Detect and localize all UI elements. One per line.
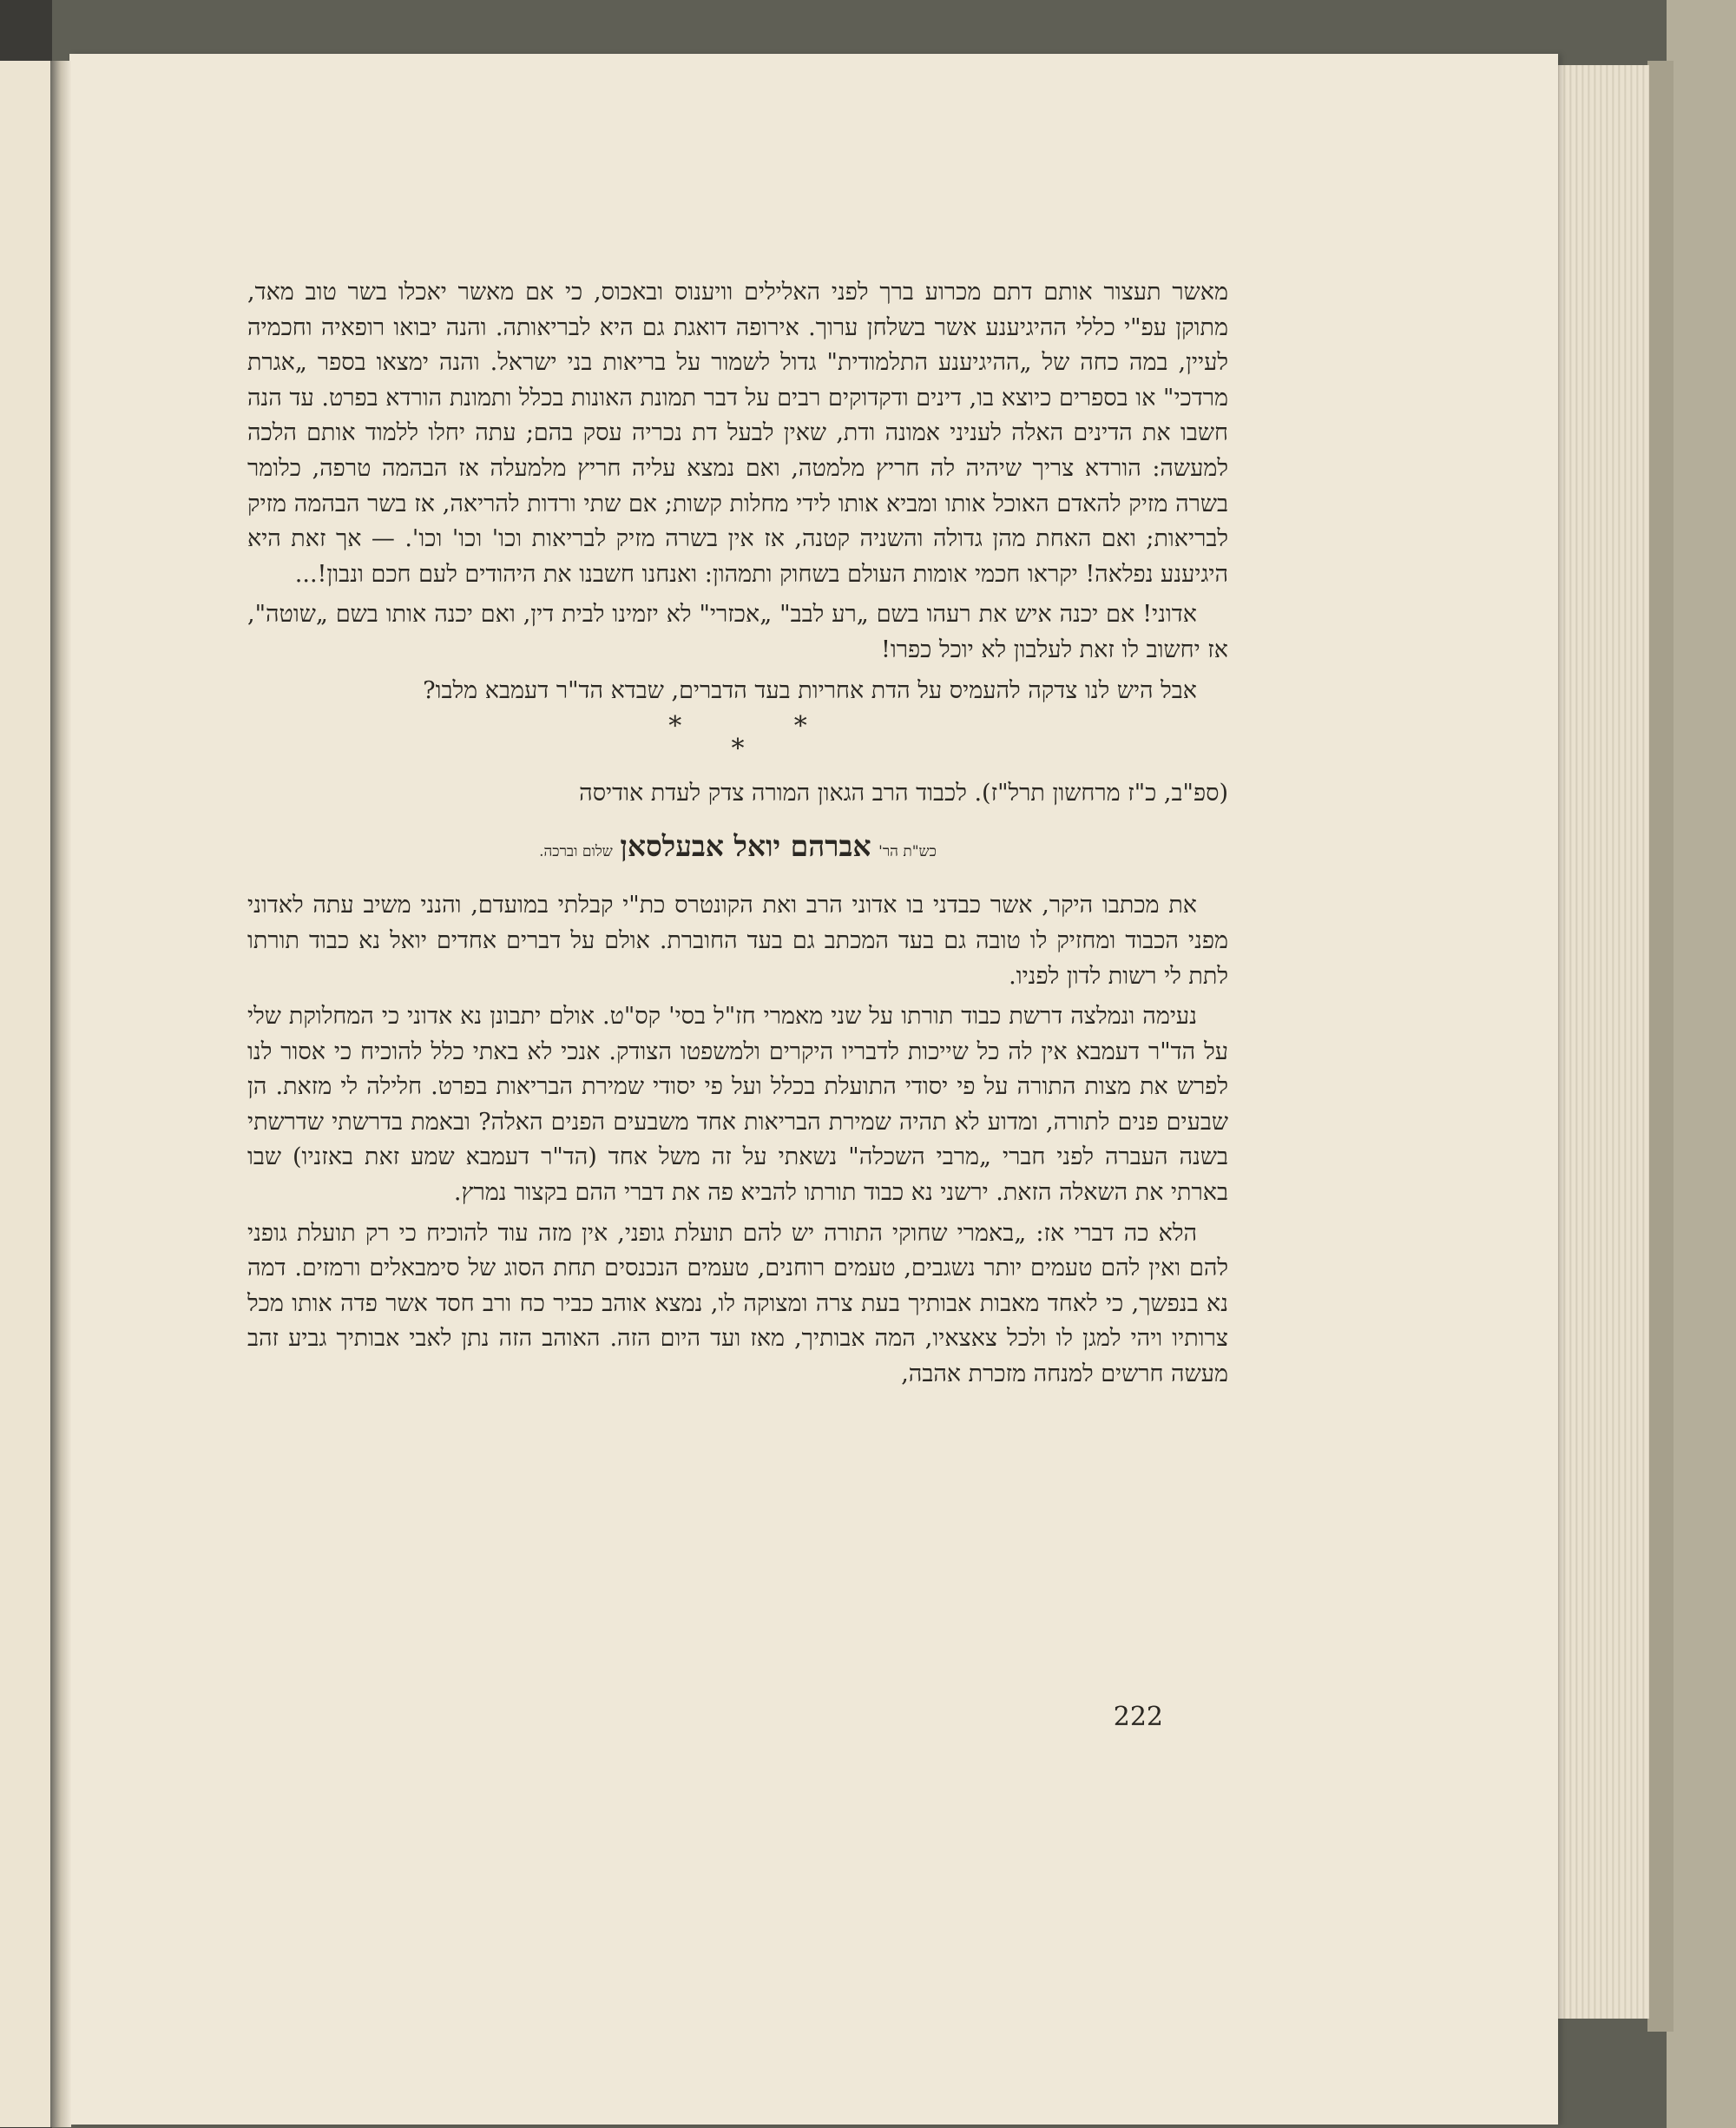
page-text (247, 275, 1228, 1393)
paragraph: הלא כה דברי אז: „באמרי שחוקי התורה יש להם תועלת גופני, אין מזה עוד להוכיח כי רק תועלת גופני להם ואין להם טעמים יותר נשגבים, טעמים רוחנים, טעמים הנכנסים תחת הסוג של סימבאלים ורמזים. דמה נא בנפשך, כי לאחד מאבות אבותיך בעת צרה ומצוקה לו, נמצא אוהב כביר כח ורב חסד אשר פדה אותו מכל צרותיו ויהי למגן לו ולכל צאצאיו, המה אבותיך, מאז ועד היום הזה. האוהב הזה נתן לאבי אבותיך גביע זהב מעשה חרשים למנחה מזכרת אהבה, (247, 1219, 1228, 1388)
paragraph: אבל היש לנו צדקה להעמיס על הדת אחריות בעד הדברים, שבדא הד"ר דעמבא מלבו? (423, 676, 1197, 704)
book-page (69, 54, 1558, 2125)
page-edges (1554, 65, 1649, 2019)
paragraph: מאשר תעצור אותם דתם מכרוע ברך לפני האלילים וויענוס ובאכוס, כי אם מאשר יאכלו בשר טוב מאד, מתוקן עפ"י כללי ההיגיענע אשר בשלחן ערוך. אירופה דואגת גם היא לבריאותה. והנה יבואו רופאיה וחכמיה לעיין, במה כחה של „ההיגיענע התלמודית" גדול לשמור על בריאות בני ישראל. והנה ימצאו בספר „אגרת מרדכי" או בספרים כיוצא בו, דינים ודקדוקים רבים על דבר תמונת האונות בכלל ותמונת הורדא בפרט. עד הנה חשבו את הדינים האלה לעניני אמונה ודת, שאין לבעל דת נכריה עסק בהם; עתה יחלו ללמוד אותם הלכה למעשה: הורדא צריך שיהיה לה חריץ מלמטה, ואם נמצא עליה חריץ מלמעלה אז הבהמה טרפה, כלומר בשרה מזיק להאדם האוכל אותו ומביא אותו לידי מחלות קשות; אם שתי ורדות להריאה, אז בשר הבהמה מזיק לבריאות; ואם האחת מהן גדולה והשניה קטנה, אז אין בשרה מזיק לבריאות וכו' וכו' וכו'. — אך זאת היא היגיענע נפלאה! יקראו חכמי אומות העולם בשחוק ותמהון: ואנחנו חשבנו את היהודים לעם חכם ונבון!... (247, 279, 1228, 588)
paragraph: אדוני! אם יכנה איש את רעהו בשם „רע לבב" „אכזרי" לא יזמינו לבית דין, ואם יכנה אותו בשם „שוטה", אז יחשוב לו זאת לעלבון לא יוכל כפרו! (247, 601, 1228, 663)
book-cover-right (1667, 0, 1736, 2128)
letter-addressee (247, 829, 1228, 870)
paragraph: נעימה ונמלצה דרשת כבוד תורתו על שני מאמרי חז"ל בסי' קס"ט. אולם יתבונן נא אדוני כי המחלוקת שלי על הד"ר דעמבא אין לה כל שייכות לדבריו היקרים ולמשפטו הצודק. אנכי לא באתי כלל להוכיח כי אסור לנו לפרש את מצות התורה על פי יסודי התועלת בכלל ועל פי יסודי שמירת הבריאות בפרט. חלילה לי מזאת. הן שבעים פנים לתורה, ומדוע לא תהיה שמירת הבריאות אחד משבעים הפנים האלה? ובאמת בדרשתי שדרשתי בשנה העברה לפני חברי „מרבי השכלה" נשאתי על זה משל אחד (הד"ר דעמבא שמע זאת באזניו) שבו בארתי את השאלה הזאת. ירשני נא כבוד תורתו להביא פה את דברי ההם בקצור נמרץ. (247, 1003, 1228, 1207)
left-page-edge (0, 61, 52, 2127)
page-number: 222 (1113, 1702, 1163, 1732)
addressee-suffix: שלום וברכה. (539, 842, 613, 860)
book-cover-board (1647, 61, 1674, 2032)
book-gutter (50, 61, 71, 2127)
letter-dateline: (ספ"ב, כ"ז מרחשון תרל"ז). לכבוד הרב הגאון המורה צדק לעדת אודיסה (579, 780, 1228, 807)
section-separator: * * * (668, 711, 859, 765)
addressee-name: אברהם יואל אבעלסאן (620, 828, 871, 863)
addressee-prefix: כש"ת הר' (878, 842, 937, 860)
paragraph: את מכתבו היקר, אשר כבדני בו אדוני הרב ואת הקונטרס כת"י קבלתי במועדם, והנני משיב עתה לאדוני מפני הכבוד ומחזיק לו טובה גם בעד המכתב גם בעד החוברת. אולם על דברים אחדים יואל נא כבוד תורתו לתת לי רשות לדון לפניו. (247, 892, 1228, 990)
